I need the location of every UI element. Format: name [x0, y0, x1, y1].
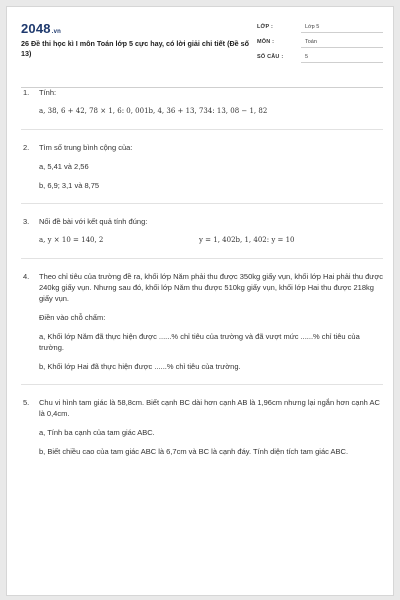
meta-row-count — [257, 51, 383, 66]
question-number: 4. — [23, 272, 30, 281]
question-divider — [21, 384, 383, 385]
site-logo[interactable] — [21, 21, 61, 36]
meta-key: LỚP : — [257, 24, 273, 30]
question-part-b: b, Khối lớp Hai đã thực hiện được ......% chỉ tiêu của trường. — [39, 362, 241, 371]
question-part-b: b, 6,9; 3,1 và 8,75 — [39, 181, 100, 190]
question-divider — [21, 203, 383, 204]
question-expression: a, 38, 6 + 42, 78 × 1, 6: 0, 001b, 4, 36 + 13, 734: 13, 08 − 1, 82 — [39, 107, 268, 115]
meta-underline — [301, 32, 383, 33]
question-divider — [21, 258, 383, 259]
document-page — [6, 6, 394, 596]
question-title: Tính: — [39, 88, 57, 97]
question-number: 5. — [23, 398, 30, 407]
question-2 — [21, 142, 383, 191]
meta-key: SỐ CÂU : — [257, 54, 284, 60]
meta-info — [257, 21, 383, 66]
meta-key: MÔN : — [257, 39, 275, 45]
meta-value: 5 — [305, 54, 309, 60]
question-5 — [21, 397, 383, 457]
meta-row-class — [257, 21, 383, 36]
question-number: 3. — [23, 217, 30, 226]
meta-underline — [301, 47, 383, 48]
question-number: 2. — [23, 143, 30, 152]
question-title: Chu vi hình tam giác là 58,8cm. Biết cạnh BC dài hơn cạnh AB là 1,96cm nhưng lại ngắn hơn cạnh AC là 0,4cm. — [39, 398, 380, 418]
document-header — [21, 17, 383, 75]
matching-right: y = 1, 402b, 1, 402: y = 10 — [199, 236, 295, 244]
question-4 — [21, 271, 383, 372]
matching-left: a, y × 10 = 140, 2 — [39, 236, 104, 244]
question-title: Nối đề bài với kết quả tính đúng: — [39, 217, 148, 226]
question-title: Tìm số trung bình cộng của: — [39, 143, 133, 152]
meta-value: Lớp 5 — [305, 24, 320, 30]
matching-row — [39, 235, 383, 246]
question-part-b: b, Biết chiều cao của tam giác ABC là 6,7cm và BC là cạnh đáy. Tính diện tích tam giác ABC. — [39, 447, 349, 456]
question-divider — [21, 129, 383, 130]
question-part-a: a, Tính ba cạnh của tam giác ABC. — [39, 428, 155, 437]
document-title: 26 Đề thi học kì I môn Toán lớp 5 cực hay, có lời giải chi tiết (Đề số 13) — [21, 39, 250, 58]
question-list — [21, 87, 383, 457]
question-part-a: a, Khối lớp Năm đã thực hiện được ......% chỉ tiêu của trường và đã vượt mức ......% chỉ tiêu của trường. — [39, 332, 360, 352]
meta-underline — [301, 62, 383, 63]
question-title: Theo chỉ tiêu của trường đề ra, khối lớp Năm phải thu được 350kg giấy vụn, khối lớp Hai phải thu được 240kg giấy vụn. Nhưng sau đó, khối lớp Năm thu được 510kg giấy vụn, khối lớp Hai thu được 218kg giấy vụn. — [39, 272, 384, 303]
meta-value: Toán — [305, 39, 317, 45]
question-number: 1. — [23, 88, 30, 97]
question-part-a: a, 5,41 và 2,56 — [39, 162, 89, 171]
question-1 — [21, 87, 383, 117]
logo-text: 2048 — [21, 21, 51, 36]
logo-suffix: .vn — [51, 29, 62, 35]
question-3 — [21, 216, 383, 246]
meta-row-subject — [257, 36, 383, 51]
question-prompt: Điền vào chỗ chấm: — [39, 313, 106, 322]
